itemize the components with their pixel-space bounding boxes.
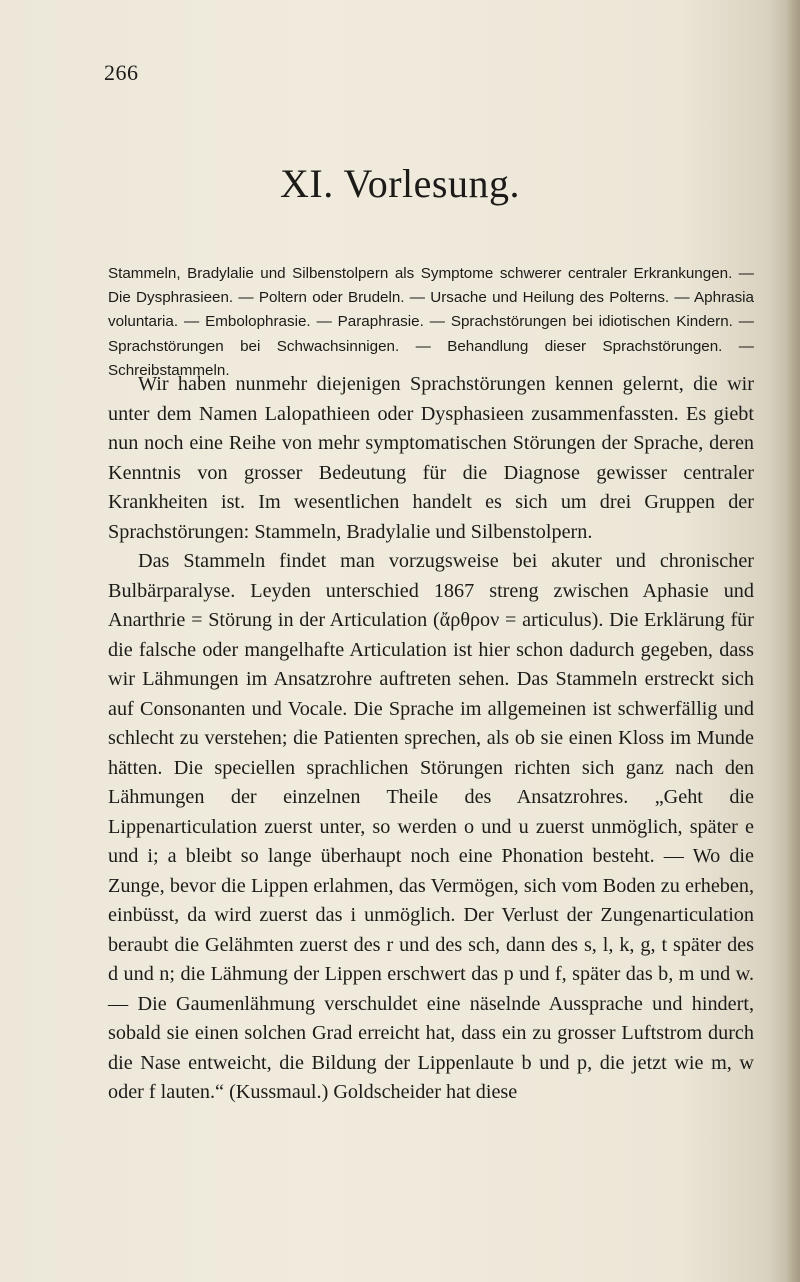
paragraph-2: Das Stammeln findet man vorzugsweise bei akuter und chronischer Bulbärparalyse. Leyden unterschied 1867 streng zwischen Aphasie und Anarthrie = Störung in der Articulation (ἄρθρον = articulus). Die Erklärung für die falsche oder mangelhafte Articulation ist hier schon dadurch gegeben, dass wir Lähmungen im Ansatzrohre auftreten sehen. Das Stammeln erstreckt sich auf Consonanten und Vocale. Die Sprache im allgemeinen ist schwerfällig und schlecht zu verstehen; die Patienten sprechen, als ob sie einen Kloss im Munde hätten. Die speciellen sprachlichen Störungen richten sich ganz nach den Lähmungen der einzelnen Theile des Ansatzrohres. „Geht die Lippenarticulation zuerst unter, so werden o und u zuerst unmöglich, später e und i; a bleibt so lange überhaupt noch eine Phonation besteht. — Wo die Zunge, bevor die Lippen erlahmen, das Vermögen, sich vom Boden zu erheben, einbüsst, da wird zuerst das i unmöglich. Der Verlust der Zungenarticulation beraubt die Gelähmten zuerst des r und des sch, dann des s, l, k, g, t später des d und n; die Lähmung der Lippen erschwert das p und f, später das b, m und w. — Die Gaumenlähmung verschuldet eine näselnde Aussprache und hindert, sobald sie einen solchen Grad erreicht hat, dass ein zu grosser Luftstrom durch die Nase entweicht, die Bildung der Lippenlaute b und p, die jetzt wie m, w oder f lauten.“ (Kussmaul.) Goldscheider hat diese xyxy=(108,550,754,1103)
paragraph-1: Wir haben nunmehr diejenigen Sprachstörungen kennen gelernt, die wir unter dem Namen Lalopathieen oder Dysphasieen zusammenfassten. Es giebt nun noch eine Reihe von mehr symptomatischen Störungen der Sprache, deren Kenntnis von grosser Bedeutung für die Diagnose gewisser centraler Krankheiten ist. Im wesentlichen handelt es sich um drei Gruppen der Sprachstörungen: Stammeln, Bradylalie und Silbenstolpern. xyxy=(108,373,754,543)
body-text xyxy=(108,370,754,1108)
page-number: 266 xyxy=(104,60,139,85)
chapter-summary: Stammeln, Bradylalie und Silbenstolpern als Symptome schwerer centraler Erkrankungen. — Die Dysphrasieen. — Poltern oder Brudeln. — Ursache und Heilung des Polterns. — Aphrasia voluntaria. — Embolophrasie. — Paraphrasie. — Sprachstörungen bei idiotischen Kindern. — Sprachstörungen bei Schwachsinnigen. — Behandlung dieser Sprachstörungen. — Schreibstammeln. xyxy=(108,265,754,379)
chapter-title: XI. Vorlesung. xyxy=(280,161,520,206)
